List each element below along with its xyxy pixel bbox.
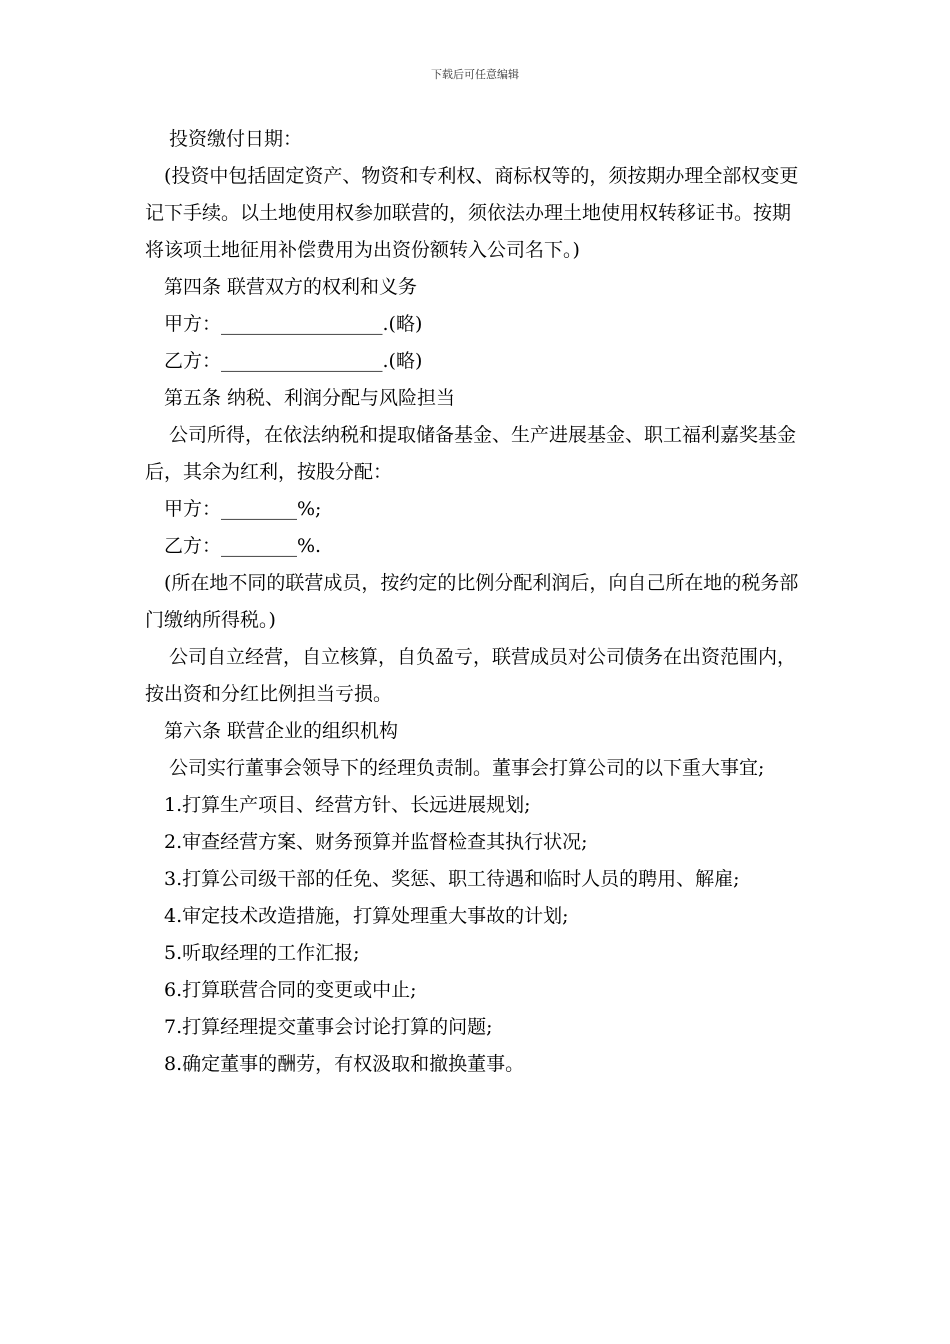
document-body (145, 121, 807, 1083)
paragraph-investment-note: (投资中包括固定资产、物资和专利权、商标权等的，须按期办理全部权变更记下手续。以土地使用权参加联营的，须依法办理土地使用权转移证书。按期将该项土地征用补偿费用为出资份额转入公司名下。) (145, 165, 799, 261)
paragraph-board-responsibility: 公司实行董事会领导下的经理负责制。董事会打算公司的以下重大事宜; (169, 757, 765, 779)
paragraph-investment-date: 投资缴付日期： (169, 128, 303, 150)
paragraph-tax-note: (所在地不同的联营成员，按约定的比例分配利润后，向自己所在地的税务部门缴纳所得税。) (145, 572, 799, 631)
line-party-a-share: 甲方：________%; (164, 498, 322, 520)
list-item-2: 2.审查经营方案、财务预算并监督检查其执行状况; (164, 831, 588, 853)
paragraph-independent-operation: 公司自立经营，自立核算，自负盈亏，联营成员对公司债务在出资范围内，按出资和分红比例担当亏损。 (145, 646, 797, 705)
heading-article-5: 第五条 纳税、利润分配与风险担当 (164, 387, 456, 409)
line-party-a-rights: 甲方：_________________.(略) (164, 313, 423, 335)
heading-article-6: 第六条 联营企业的组织机构 (164, 720, 399, 742)
list-item-7: 7.打算经理提交董事会讨论打算的问题; (164, 1016, 493, 1038)
list-item-1: 1.打算生产项目、经营方针、长远进展规划; (164, 794, 531, 816)
list-item-6: 6.打算联营合同的变更或中止; (164, 979, 417, 1001)
list-item-4: 4.审定技术改造措施，打算处理重大事故的计划; (164, 905, 569, 927)
paragraph-profit-distribution: 公司所得，在依法纳税和提取储备基金、生产进展基金、职工福利嘉奖基金后，其余为红利，按股分配： (145, 424, 797, 483)
list-item-5: 5.听取经理的工作汇报; (164, 942, 360, 964)
heading-article-4: 第四条 联营双方的权利和义务 (164, 276, 418, 298)
list-item-8: 8.确定董事的酬劳，有权汲取和撤换董事。 (164, 1053, 525, 1075)
page-header: 下载后可任意编辑 (431, 68, 519, 81)
list-item-3: 3.打算公司级干部的任免、奖惩、职工待遇和临时人员的聘用、解雇; (164, 868, 740, 890)
line-party-b-share: 乙方：________%. (164, 535, 322, 557)
line-party-b-rights: 乙方：_________________.(略) (164, 350, 423, 372)
